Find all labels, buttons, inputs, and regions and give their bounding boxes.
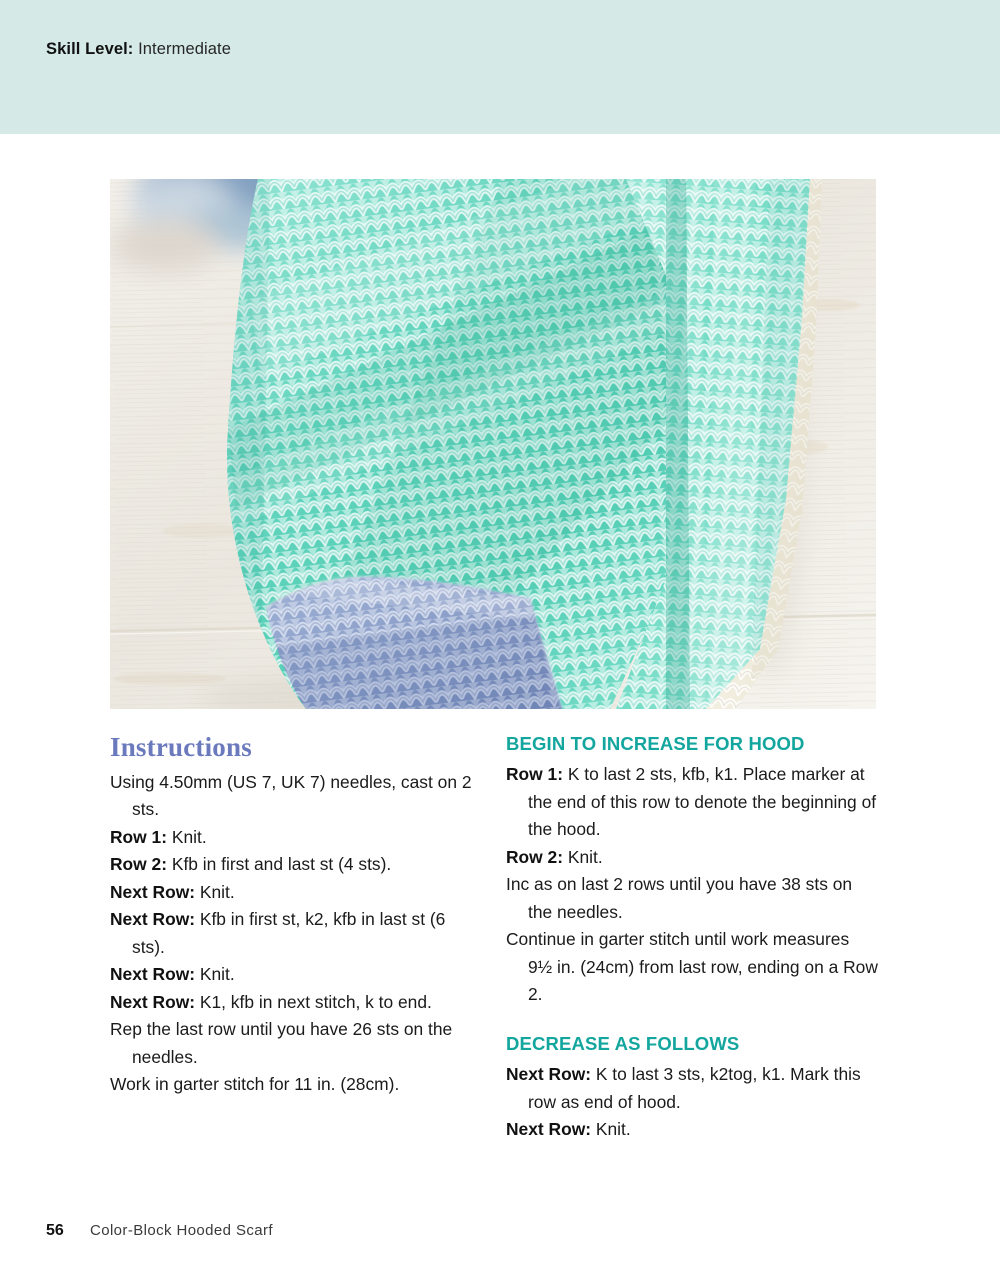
paragraph-text: Inc as on last 2 rows until you have 38 sts on the needles. (506, 874, 853, 922)
instruction-paragraph (506, 871, 878, 926)
decrease-heading: DECREASE AS FOLLOWS (506, 1032, 740, 1054)
paragraph-text: Knit. (167, 826, 207, 847)
instruction-paragraph (110, 851, 482, 879)
instruction-paragraph (110, 824, 482, 852)
paragraph-lead: Next Row: (506, 1119, 592, 1140)
page-number: 56 (46, 1222, 64, 1239)
instruction-paragraph (110, 1016, 482, 1071)
instruction-paragraph (110, 769, 482, 824)
instruction-paragraph (110, 961, 482, 989)
paragraph-text: Using 4.50mm (US 7, UK 7) needles, cast on 2 sts. (110, 771, 472, 820)
skill-level-label: Skill Level: (46, 40, 134, 58)
paragraph-text: Knit. (195, 881, 235, 902)
instruction-paragraph (110, 1071, 482, 1099)
begin-increase-heading: BEGIN TO INCREASE FOR HOOD (506, 733, 805, 754)
paragraph-text: Knit. (195, 964, 235, 985)
paragraph-lead: Next Row: (110, 991, 196, 1012)
instruction-paragraph (110, 906, 482, 961)
paragraph-text: Knit. (591, 1119, 631, 1140)
paragraph-text: Knit. (563, 846, 603, 867)
paragraph-lead: Row 2: (506, 846, 564, 867)
project-photo-illustration (110, 179, 876, 709)
paragraph-text: Kfb in first st, k2, kfb in last st (6 sts). (132, 909, 446, 957)
instruction-paragraph (110, 879, 482, 907)
page-footer (46, 1222, 273, 1240)
paragraph-lead: Next Row: (110, 909, 196, 930)
paragraph-lead: Next Row: (110, 881, 196, 902)
instruction-paragraph (506, 1061, 878, 1116)
instruction-paragraph (506, 1116, 878, 1144)
instructions-heading: Instructions (110, 732, 252, 762)
paragraph-text: Kfb in first and last st (4 sts). (167, 854, 392, 875)
paragraph-lead: Next Row: (506, 1064, 592, 1085)
paragraph-text: Continue in garter stitch until work measures 9½ in. (24cm) from last row, ending on a Row 2. (506, 929, 878, 1005)
project-photo (110, 179, 876, 709)
paragraph-text: Work in garter stitch for 11 in. (28cm). (110, 1074, 400, 1095)
instruction-paragraph (110, 989, 482, 1017)
instruction-paragraph (506, 926, 878, 1009)
instructions-column (110, 733, 482, 1099)
paragraph-lead: Row 2: (110, 854, 168, 875)
skill-level-line (46, 40, 231, 59)
instruction-paragraph (506, 761, 878, 844)
instruction-paragraph (506, 844, 878, 872)
paragraph-lead: Row 1: (110, 826, 168, 847)
paragraph-text: K to last 3 sts, k2tog, k1. Mark this row as end of hood. (528, 1064, 861, 1112)
paragraph-lead: Row 1: (506, 764, 564, 785)
paragraph-text: Rep the last row until you have 26 sts on the needles. (110, 1019, 453, 1067)
paragraph-text: K1, kfb in next stitch, k to end. (195, 991, 432, 1012)
paragraph-lead: Next Row: (110, 964, 196, 985)
hood-instructions-column (506, 733, 878, 1144)
project-title: Color-Block Hooded Scarf (89, 1222, 273, 1239)
header-band (0, 0, 1000, 134)
skill-level-value: Intermediate (138, 40, 232, 58)
paragraph-text: K to last 2 sts, kfb, k1. Place marker at the end of this row to denote the beginning of the hood. (528, 764, 877, 840)
